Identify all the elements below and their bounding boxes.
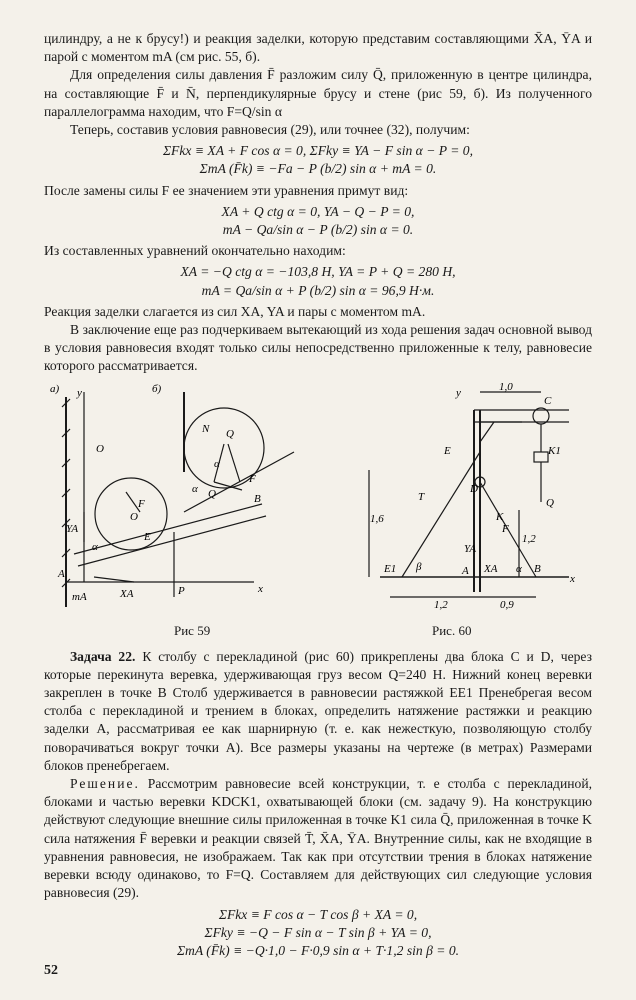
svg-text:N: N: [202, 422, 210, 435]
svg-text:YA: YA: [464, 542, 477, 555]
fig59-label-a: а): [50, 382, 60, 395]
figure-diagrams: [44, 382, 592, 622]
equation-block: [44, 142, 592, 178]
paragraph: цилиндру, а не к брусу!) и реакция заделки, которую представим составляющими X̄A, ȲA и парой с моментом mA (см рис. 55, б).: [44, 31, 592, 65]
equation: XA + Q ctg α = 0, YA − Q − P = 0,: [221, 203, 415, 219]
paragraph: Реакция заделки слагается из сил XA, YA и пары с моментом mA.: [44, 303, 426, 319]
svg-text:A: A: [58, 567, 65, 580]
svg-text:K: K: [496, 510, 504, 523]
equation: ΣFkx ≡ F cos α − T cos β + XA = 0,: [218, 906, 418, 922]
task-text: К столбу с перекладиной (рис 60) прикреплены два блока C и D, через которые перекинута веревка, удерживающая груз весом Q=240 Н. Нижний конец веревки закреплен в точке B Столб удерживается в равновесии растяжкой EE1 Пренебрегая весом столба с перекладиной и трением в блоках, определить натяжение растяжки и реакцию заделки A, рассматривая ее как шарнирную (т. е. как нежесткую, позволяющую столбу поворачиваться вокруг точки A). Все размеры указаны на чертеже (в метрах) Размерами блоков пренебрегаем.: [44, 648, 592, 773]
svg-text:1,2: 1,2: [522, 532, 536, 545]
equation-block: [44, 263, 592, 299]
svg-text:α: α: [516, 562, 522, 575]
svg-text:E1: E1: [384, 562, 397, 575]
svg-text:1,0: 1,0: [499, 381, 513, 393]
svg-text:x: x: [570, 572, 575, 585]
svg-text:Q: Q: [208, 487, 216, 500]
svg-text:1,2: 1,2: [434, 598, 448, 611]
paragraph: В заключение еще раз подчеркиваем вытекающий из хода решения задач основной вывод в условия равновесия входят только силы непосредственно приложенные к телу, равновесие которого рассматривается.: [44, 322, 592, 374]
equation: ΣFky ≡ −Q − F sin α − T sin β + YA = 0,: [204, 924, 432, 940]
page-number: 52: [44, 963, 58, 978]
solution-title: Решение.: [70, 776, 140, 792]
svg-text:x: x: [258, 582, 263, 595]
svg-text:O: O: [96, 442, 104, 455]
svg-text:XA: XA: [120, 587, 134, 600]
svg-text:XA: XA: [484, 562, 498, 575]
svg-text:O: O: [130, 510, 138, 523]
equation-block: [44, 203, 592, 239]
figures: [44, 382, 592, 642]
svg-text:B: B: [534, 562, 541, 575]
paragraph: После замены силы F ее значением эти уравнения примут вид:: [44, 182, 409, 198]
fig60-caption: Рис. 60: [432, 622, 472, 638]
equation: ΣFkx ≡ XA + F cos α = 0, ΣFky ≡ YA − F sin α − P = 0,: [162, 143, 474, 159]
svg-text:α: α: [92, 540, 98, 553]
svg-text:Q: Q: [226, 427, 234, 440]
task-title: Задача 22.: [70, 648, 136, 664]
svg-text:A: A: [462, 564, 469, 577]
task-paragraph: [44, 648, 592, 775]
svg-text:C: C: [544, 394, 552, 407]
solution-text: Рассмотрим равновесие всей конструкции, т. е столба с перекладиной, блоками и частью веревки KDCK1, охватывающей блоки (см. задачу 9). На конструкцию действуют следующие внешние силы приложенная в точке K1 сила Q̄, приложенная в точке K сила натяжения F̄ веревки и реакции связей T̄, X̄A, ȲA. Внутренние силы, как не входящие в уравнения равновесия, не изображаем. Так как при отсутствии трения в блоках натяжение веревки всюду одинаково, то F=Q. Составляем для действующих сил следующие условия равновесия (29).: [44, 776, 592, 901]
svg-text:P: P: [178, 584, 185, 597]
svg-text:β: β: [416, 560, 422, 573]
svg-text:T: T: [418, 490, 425, 503]
svg-text:0,9: 0,9: [500, 598, 514, 611]
equation: mA = Qa/sin α + P (b/2) sin α = 96,9 Н·м.: [201, 282, 435, 298]
fig59-label-b: б): [152, 382, 162, 395]
solution-paragraph: [44, 775, 592, 902]
fig59-caption: Рис 59: [174, 622, 211, 638]
svg-text:α: α: [192, 482, 198, 495]
svg-text:YA: YA: [66, 522, 79, 535]
svg-text:E: E: [444, 444, 451, 457]
paragraph: Для определения силы давления F̄ разложим силу Q̄, приложенную в центре цилиндра, на составляющие F̄ и N̄, перпендикулярные брусу и стене (рис 59, б). Из полученного параллелограмма находим, что F=Q/sin α: [44, 67, 592, 119]
equation: mA − Qa/sin α − P (b/2) sin α = 0.: [222, 222, 414, 238]
svg-text:F: F: [138, 497, 145, 510]
equation: ΣmA (F̄k) ≡ −Q·1,0 − F·0,9 sin α + T·1,2 sin β = 0.: [176, 942, 460, 958]
svg-text:F: F: [502, 522, 509, 535]
page: [44, 30, 592, 963]
paragraph: Из составленных уравнений окончательно находим:: [44, 243, 346, 259]
svg-text:Q: Q: [546, 496, 554, 509]
equation: XA = −Q ctg α = −103,8 Н, YA = P + Q = 280 Н,: [180, 264, 456, 280]
paragraph: Теперь, составив условия равновесия (29), или точнее (32), получим:: [70, 122, 470, 138]
svg-text:D: D: [470, 482, 478, 495]
equation-block: [44, 906, 592, 961]
svg-text:F: F: [249, 472, 256, 485]
svg-text:E: E: [144, 530, 151, 543]
svg-text:α: α: [214, 457, 220, 470]
svg-text:y: y: [77, 386, 82, 399]
svg-text:mA: mA: [72, 590, 87, 603]
svg-text:y: y: [456, 386, 461, 399]
svg-text:B: B: [254, 492, 261, 505]
svg-text:K1: K1: [548, 444, 561, 457]
svg-text:1,6: 1,6: [370, 512, 384, 525]
equation: ΣmA (F̄k) ≡ −Fa − P (b/2) sin α + mA = 0.: [199, 161, 437, 177]
